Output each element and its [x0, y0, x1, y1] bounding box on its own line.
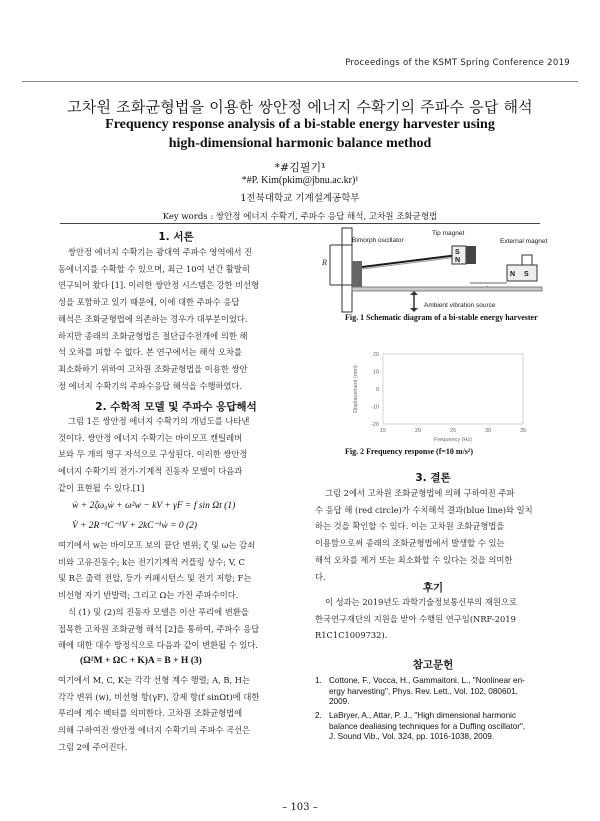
s1-line: 정 에너지 수확기의 주파수응답 해석을 수행하였다.: [58, 380, 243, 391]
ref-line: 2009.: [329, 697, 350, 706]
s2c-line: 각각 변위 (w), 비선형 항(γF), 강제 항(f sinΩt)에 대한: [58, 691, 260, 702]
ack-line: 이 성과는 2019년도 과학기술정보통신부의 재원으로: [325, 597, 517, 607]
s3-line: 수 응답 해 (red circle)가 수치해석 결과(blue line)와 일치: [315, 504, 533, 515]
figure1-caption: Fig. 1 Schematic diagram of a bi-stable energy harvester: [345, 313, 538, 322]
section3-body: [315, 485, 551, 585]
conference-header: Proceedings of the KSMT Spring Conference 2019: [345, 58, 570, 68]
references-title: 참고문헌: [412, 659, 454, 671]
affiliation: 1전북대학교 기계설계공학부: [240, 193, 360, 204]
vibration-arrow-head-up: [410, 291, 418, 295]
page-number: – 103 –: [282, 802, 318, 813]
s2-line: 같이 표현될 수 있다.[1]: [58, 482, 145, 493]
s2b-line: 식 (1) 및 (2)의 진동자 모델은 이산 푸리에 변환을: [68, 606, 249, 617]
s3-line: 그림 2에서 고차원 조화균형법에 의해 구하여진 주파: [325, 488, 515, 498]
tip-magnet-n: N: [455, 257, 461, 264]
label-tip-magnet: Tip magnet: [432, 230, 465, 237]
bimorph-beam: [362, 255, 461, 267]
korean-title: 고차원 조화균형법을 이용한 쌍안정 에너지 수확기의 주파수 응답 해석: [67, 98, 533, 116]
reference-1: [315, 676, 551, 708]
y-axis-label: Displacement (mm): [353, 365, 359, 413]
s2-line: 에너지 수확기의 전기-기계적 진동자 모델이 다음과: [58, 466, 243, 477]
s2c-line: 그림 2에 주어진다.: [58, 741, 128, 752]
x-tick-label: 35: [519, 428, 527, 434]
ack-line: R1C1C1009732).: [315, 630, 388, 641]
ref-line: J. Sound Vib., Vol. 324, pp. 1016-1038, 2009.: [329, 732, 495, 741]
ref-number: 1.: [315, 676, 322, 685]
y-tick-label: -10: [371, 404, 379, 411]
s1-line: 해석은 조화균형법에 의존하는 경우가 대부분이었다.: [58, 313, 248, 324]
s1-line: 동에너지를 수확할 수 있으며, 최근 10여 년간 활발히: [58, 263, 250, 274]
section2-body-c: [58, 672, 294, 756]
y-tick-label: 20: [372, 352, 379, 358]
label-bimorph: Bimorph oscillator: [352, 237, 404, 244]
tip-magnet-dark: [466, 246, 476, 264]
section2-body-a: [58, 413, 294, 497]
s3-line: 이용함으로써 종래의 조화균형법에서 발생할 수 있는: [315, 538, 505, 549]
s2b-line: 여기에서 w는 바이모프 보의 끝단 변위; ζ 및 ω는 감쇠: [58, 540, 256, 550]
ext-magnet-s: S: [524, 271, 529, 278]
s1-line: 쌍안정 에너지 수확기는 광대역 주파수 영역에서 진: [68, 247, 253, 257]
figure2-chart: [345, 350, 535, 442]
s2b-line: 비와 고유진동수; k는 전기기계적 커플링 상수; V, C: [58, 556, 245, 567]
s3-line: 하는 것을 확인할 수 있다. 이는 고차원 조화균형법을: [315, 521, 505, 532]
x-tick-label: 20: [414, 428, 422, 434]
equation-3: (Ω²M + ΩC + K)A = B + H (3): [80, 656, 202, 666]
s2b-line: 해에 대한 대수 방정식으로 다음과 같이 변환될 수 있다.: [58, 640, 259, 651]
s2-line: 보와 두 개의 영구 자석으로 구성된다. 이러한 쌍안정: [58, 449, 248, 460]
label-r: R: [322, 258, 327, 267]
keywords-rule: [60, 223, 540, 224]
ack-line: 한국연구재단의 지원을 받아 수행된 연구임(NRF-2019: [315, 613, 516, 624]
s2-line: 그림 1은 쌍안정 에너지 수확기의 개념도를 나타낸: [68, 416, 250, 426]
s2c-line: 의해 구하여진 쌍안정 에너지 수확기의 주파수 곡선은: [58, 725, 251, 736]
x-tick-label: 30: [484, 428, 492, 434]
y-tick-label: -20: [371, 422, 379, 428]
acknowledgement-title: 후기: [422, 582, 444, 594]
section1-title: 1. 서론: [158, 231, 194, 243]
s2c-line: 푸리에 계수 벡터를 의미한다. 고차원 조화균형법에: [58, 708, 243, 719]
label-ambient: Ambient vibration source: [424, 302, 496, 309]
plot-frame: [383, 354, 523, 424]
ext-magnet-n: N: [510, 271, 516, 278]
label-external-magnet: External magnet: [500, 238, 548, 245]
s1-line: 성을 포함하고 있기 때문에, 이에 대한 주파수 응답: [58, 297, 240, 308]
x-tick-label: 25: [449, 428, 457, 434]
author-korean: *#김필기¹: [274, 161, 326, 174]
equation-2: V̇ + 2R⁻¹C⁻¹V + 2kC⁻¹ẇ = 0 (2): [72, 521, 198, 531]
s3-line: 다.: [315, 571, 326, 582]
s2b-line: 비선형 자기 반발력; 그리고 Ω는 가진 주파수이다.: [58, 590, 239, 601]
section2-body-b: [58, 537, 294, 654]
tip-magnet-s: S: [455, 249, 460, 256]
y-tick-label: 10: [372, 369, 379, 376]
english-title-line1: Frequency response analysis of a bi-stable energy harvester using: [105, 117, 495, 132]
reference-2: [315, 711, 551, 743]
ref-number: 2.: [315, 711, 322, 720]
s1-line: 석 오차를 피할 수 없다. 본 연구에서는 해석 오차를: [58, 347, 243, 358]
section3-title: 3. 결론: [415, 472, 451, 484]
s2b-line: 접목한 고차원 조화균형 해석 [2]을 통하여, 주파수 응답: [58, 623, 260, 634]
ref-line: balance dealiasing techniques for a Duffing oscillator",: [329, 721, 526, 731]
s1-line: 하지만 종래의 조화균형법은 절단급수전개에 의한 해: [58, 330, 248, 341]
s1-line: 최소화하기 위하여 고차원 조화균형법을 이용한 쌍안: [58, 363, 248, 374]
ref-line: LaBryer, A., Attar, P. J., "High dimensional harmonic: [329, 711, 517, 720]
s2c-line: 여기에서 M, C, K는 각각 선형 계수 행렬; A, B, H는: [58, 675, 250, 685]
bimorph-beam-lower: [362, 257, 461, 269]
s3-line: 해석 오차를 제거 또는 최소화할 수 있다는 것을 의미한: [315, 554, 513, 565]
keywords: Key words : 쌍안정 에너지 수확기, 주파수 응답 해석, 고차원 조화균형법: [162, 212, 438, 222]
magnet-holder: [522, 255, 532, 265]
x-tick-label: 15: [379, 428, 387, 434]
base-plate: [352, 287, 542, 291]
figure1-schematic: [312, 225, 548, 315]
resistor-frame: [342, 228, 352, 312]
y-tick-label: 0: [375, 387, 379, 393]
figure2-caption: Fig. 2 Frequency response (f=10 m/s²): [345, 447, 473, 456]
ref-line: Cottone, F., Vocca, H., Gammaitoni, L., "Nonlinear en-: [329, 676, 525, 685]
x-axis-label: Frequency (Hz): [434, 437, 472, 442]
s2-line: 것이다. 쌍안정 에너지 수확기는 바이모프 캔틸레버: [58, 432, 243, 443]
section1-body: [58, 244, 294, 394]
s2b-line: 및 R은 출력 전압, 등가 커패시턴스 및 전기 저항; F는: [58, 573, 252, 584]
equation-1: ẅ + 2ζω₀ẇ + ω²w − kV + γF = f sin Ωt (1): [72, 501, 236, 511]
section2-title: 2. 수학적 모델 및 주파수 응답해석: [95, 401, 257, 413]
s1-line: 연구되어 왔다 [1]. 이러한 쌍안정 시스템은 강한 비선형: [58, 280, 260, 291]
acknowledgement-body: [315, 594, 551, 644]
clamp-block: [352, 261, 362, 291]
english-title-line2: high-dimensional harmonic balance method: [168, 136, 432, 151]
author-english: *#P. Kim(pkim@jbnu.ac.kr)¹: [241, 175, 359, 186]
header-rule: [22, 81, 578, 82]
ref-line: ergy harvesting", Phys. Rev. Lett., Vol. 102, 080601,: [329, 686, 518, 696]
